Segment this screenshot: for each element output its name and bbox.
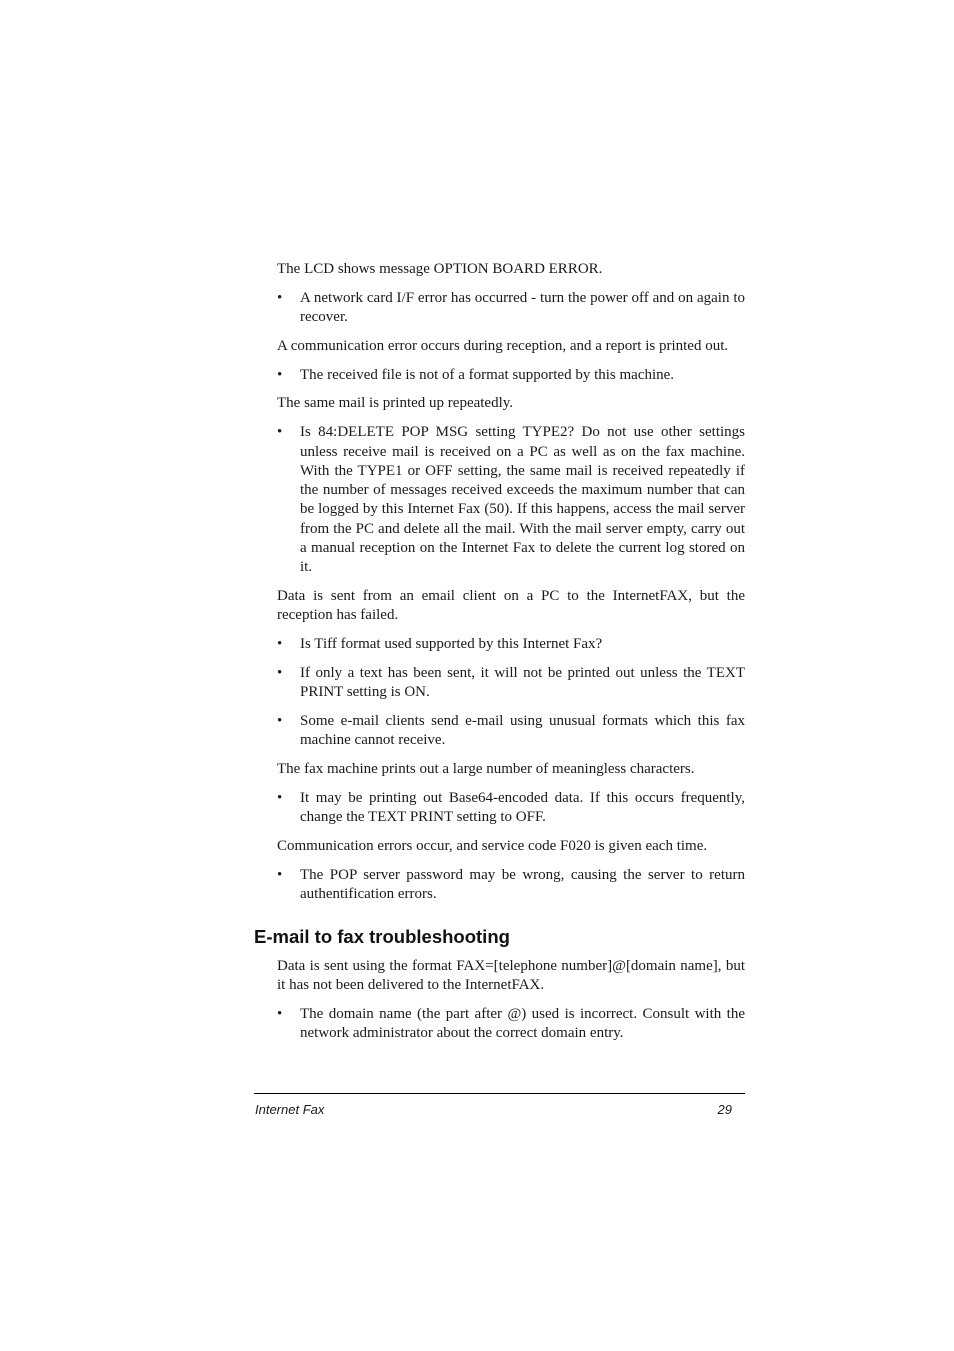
bullet-icon: •: [277, 424, 283, 441]
bullet-icon: •: [277, 366, 283, 383]
bullet-icon: •: [277, 1005, 283, 1022]
page-number: 29: [717, 1102, 732, 1117]
page-footer: [254, 1093, 745, 1117]
bullet-text: The POP server password may be wrong, causing the server to return authentification errors.: [300, 866, 745, 903]
symptom-meaningless-characters: The fax machine prints out a large number of meaningless characters.: [277, 761, 695, 778]
cause-unusual-email-formats: [277, 712, 745, 751]
cause-delete-pop-msg-setting: [277, 423, 745, 577]
footer-title: Internet Fax: [255, 1102, 325, 1117]
bullet-text: Some e-mail clients send e-mail using unusual formats which this fax machine cannot receive.: [300, 713, 745, 749]
bullet-icon: •: [277, 665, 283, 682]
cause-text-print-setting: [277, 664, 745, 703]
bullet-icon: •: [277, 713, 283, 730]
page-content: [254, 260, 745, 1053]
symptom-reception-error-report: A communication error occurs during reception, and a report is printed out.: [277, 337, 729, 354]
cause-pop-password-wrong: [277, 866, 745, 905]
bullet-icon: •: [277, 636, 283, 653]
bullet-text: A network card I/F error has occurred - turn the power off and on again to recover.: [300, 289, 745, 326]
bullet-text: Is Tiff format used supported by this Internet Fax?: [300, 636, 603, 653]
section-heading: E-mail to fax troubleshooting: [254, 925, 510, 947]
bullet-text: Is 84:DELETE POP MSG setting TYPE2? Do not use other settings unless receive mail is received on a PC as well as on the fax machine. With the TYPE1 or OFF setting, the same mail is received repeatedly if the number of messages received exceeds the maximum number that can be logged by this Internet Fax (50). If this happens, access the mail server from the PC and delete all the mail. With the mail server empty, carry out a manual reception on the Internet Fax to delete the current log stored on it.: [300, 424, 745, 576]
symptom-option-board-error: The LCD shows message OPTION BOARD ERROR.: [277, 261, 603, 277]
bullet-text: The domain name (the part after @) used is incorrect. Consult with the network administrator about the correct domain entry.: [300, 1005, 745, 1041]
cause-tiff-format: [277, 635, 745, 654]
cause-unsupported-format: [277, 366, 745, 385]
cause-incorrect-domain: [277, 1005, 745, 1044]
symptom-service-code-f020: Communication errors occur, and service code F020 is given each time.: [277, 838, 708, 855]
bullet-text: The received file is not of a format supported by this machine.: [300, 366, 675, 383]
symptom-mail-printed-repeatedly: The same mail is printed up repeatedly.: [277, 395, 514, 412]
bullet-icon: •: [277, 866, 283, 883]
bullet-text: If only a text has been sent, it will not be printed out unless the TEXT PRINT setting is ON.: [300, 665, 745, 701]
bullet-text: It may be printing out Base64-encoded data. If this occurs frequently, change the TEXT PRINT setting to OFF.: [300, 790, 745, 826]
bullet-icon: •: [277, 790, 283, 807]
symptom-email-client-reception-failed: Data is sent from an email client on a PC to the InternetFAX, but the reception has failed.: [277, 588, 745, 624]
symptom-fax-format-not-delivered: Data is sent using the format FAX=[telephone number]@[domain name], but it has not been delivered to the InternetFAX.: [277, 957, 745, 993]
bullet-icon: •: [277, 289, 283, 306]
cause-base64-data: [277, 789, 745, 828]
cause-network-card-error: [277, 289, 745, 328]
